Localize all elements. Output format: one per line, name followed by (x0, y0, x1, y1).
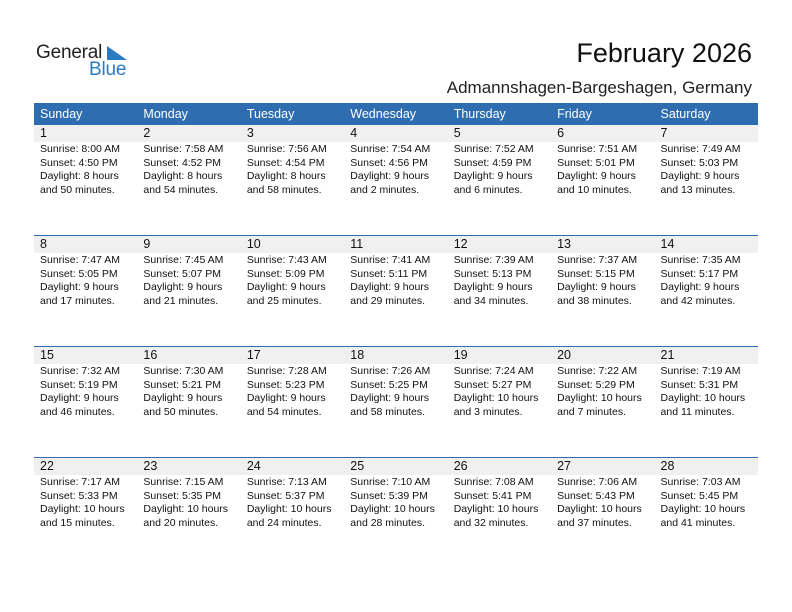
day-cell (655, 142, 758, 197)
sunrise-time: Sunrise: 7:32 AM (40, 365, 120, 377)
day-cell (241, 475, 344, 530)
day-number: 20 (557, 348, 572, 362)
daylight-duration: Daylight: 9 hours (453, 281, 533, 294)
sunset-time: Sunset: 5:31 PM (660, 378, 739, 391)
sunrise-time: Sunrise: 7:10 AM (350, 476, 431, 488)
weekday-header-row (34, 103, 758, 125)
logo-text-general: General (36, 42, 103, 63)
sunset-time: Sunset: 5:09 PM (246, 267, 325, 280)
daylight-duration: Daylight: 10 hours (660, 503, 746, 516)
sunrise-time: Sunrise: 7:45 AM (143, 254, 224, 266)
sunrise-time: Sunrise: 7:15 AM (143, 476, 224, 488)
day-number: 2 (143, 126, 151, 140)
day-number: 14 (660, 237, 675, 251)
daylight-duration: and 41 minutes. (660, 516, 736, 529)
day-cell (137, 364, 240, 419)
week-row (34, 457, 758, 568)
daylight-duration: Daylight: 9 hours (660, 170, 740, 183)
daylight-duration: and 2 minutes. (350, 183, 420, 196)
sunset-time: Sunset: 4:56 PM (350, 156, 428, 169)
day-cell (448, 142, 551, 197)
sunset-time: Sunset: 5:03 PM (660, 156, 739, 169)
daylight-duration: Daylight: 9 hours (660, 281, 740, 294)
day-number: 22 (40, 459, 54, 473)
weekday-saturday: Saturday (660, 107, 711, 121)
sunset-time: Sunset: 4:54 PM (246, 156, 325, 169)
daylight-duration: and 32 minutes. (453, 516, 529, 529)
day-details-row (34, 475, 758, 530)
daylight-duration: and 11 minutes. (660, 405, 735, 418)
daylight-duration: and 15 minutes. (40, 516, 115, 529)
sunset-time: Sunset: 5:45 PM (660, 489, 739, 502)
daylight-duration: and 21 minutes. (143, 294, 219, 307)
day-number: 3 (246, 126, 254, 140)
sunrise-time: Sunrise: 7:37 AM (557, 254, 638, 266)
daylight-duration: and 34 minutes. (453, 294, 529, 307)
day-number: 23 (143, 459, 158, 473)
sunset-time: Sunset: 5:25 PM (350, 378, 428, 391)
day-number: 17 (246, 348, 261, 362)
day-number-row (34, 458, 758, 475)
sunset-time: Sunset: 5:23 PM (246, 378, 325, 391)
generalblue-logo (36, 42, 136, 82)
sunset-time: Sunset: 5:01 PM (557, 156, 635, 169)
sunset-time: Sunset: 4:52 PM (143, 156, 222, 169)
day-cell (137, 475, 240, 530)
day-cell (448, 475, 551, 530)
sunset-time: Sunset: 5:35 PM (143, 489, 222, 502)
daylight-duration: and 54 minutes. (143, 183, 219, 196)
logo-text-blue: Blue (89, 59, 127, 80)
sunrise-time: Sunrise: 7:08 AM (453, 476, 534, 488)
sunset-time: Sunset: 5:37 PM (246, 489, 325, 502)
sunset-time: Sunset: 5:33 PM (40, 489, 118, 502)
sunset-time: Sunset: 5:27 PM (453, 378, 532, 391)
day-cell (241, 253, 344, 308)
day-number: 24 (246, 459, 261, 473)
day-cell (241, 364, 344, 419)
sunrise-time: Sunrise: 7:49 AM (660, 143, 741, 155)
daylight-duration: Daylight: 9 hours (350, 281, 430, 294)
day-cell (34, 475, 137, 530)
weekday-wednesday: Wednesday (350, 107, 417, 121)
daylight-duration: Daylight: 10 hours (557, 503, 642, 516)
sunrise-time: Sunrise: 7:22 AM (557, 365, 638, 377)
daylight-duration: Daylight: 8 hours (40, 170, 119, 183)
daylight-duration: Daylight: 9 hours (557, 170, 636, 183)
day-cell (344, 142, 447, 197)
day-cell (448, 253, 551, 308)
day-cell (241, 142, 344, 197)
day-number: 21 (660, 348, 675, 362)
daylight-duration: Daylight: 9 hours (350, 170, 430, 183)
sunrise-time: Sunrise: 7:03 AM (660, 476, 741, 488)
weekday-tuesday: Tuesday (246, 107, 295, 121)
day-number: 28 (660, 459, 675, 473)
daylight-duration: Daylight: 10 hours (660, 392, 746, 405)
daylight-duration: and 50 minutes. (143, 405, 219, 418)
daylight-duration: Daylight: 10 hours (557, 392, 642, 405)
daylight-duration: Daylight: 10 hours (453, 503, 539, 516)
day-cell (344, 253, 447, 308)
daylight-duration: Daylight: 9 hours (557, 281, 636, 294)
day-cell (551, 364, 654, 419)
daylight-duration: Daylight: 9 hours (143, 392, 223, 405)
day-number: 27 (557, 459, 572, 473)
day-cell (34, 142, 137, 197)
day-number-row (34, 236, 758, 253)
sunrise-time: Sunrise: 7:35 AM (660, 254, 741, 266)
day-number: 1 (40, 126, 47, 140)
daylight-duration: Daylight: 9 hours (40, 281, 119, 294)
sunrise-time: Sunrise: 7:47 AM (40, 254, 120, 266)
day-cell (551, 475, 654, 530)
day-details-row (34, 364, 758, 419)
week-row (34, 235, 758, 346)
week-row (34, 346, 758, 457)
daylight-duration: and 20 minutes. (143, 516, 219, 529)
daylight-duration: Daylight: 10 hours (143, 503, 229, 516)
day-number: 11 (350, 237, 364, 251)
sunset-time: Sunset: 5:19 PM (40, 378, 118, 391)
sunset-time: Sunset: 5:15 PM (557, 267, 635, 280)
daylight-duration: and 13 minutes. (660, 183, 736, 196)
daylight-duration: Daylight: 10 hours (246, 503, 332, 516)
daylight-duration: and 37 minutes. (557, 516, 632, 529)
daylight-duration: and 38 minutes. (557, 294, 632, 307)
weekday-monday: Monday (143, 107, 188, 121)
day-cell (137, 253, 240, 308)
day-number-row (34, 125, 758, 142)
daylight-duration: and 24 minutes. (246, 516, 322, 529)
day-cell (34, 253, 137, 308)
daylight-duration: Daylight: 9 hours (453, 170, 533, 183)
daylight-duration: Daylight: 9 hours (246, 281, 326, 294)
daylight-duration: and 25 minutes. (246, 294, 322, 307)
sunset-time: Sunset: 5:05 PM (40, 267, 118, 280)
day-cell (344, 475, 447, 530)
daylight-duration: and 6 minutes. (453, 183, 523, 196)
day-number: 7 (660, 126, 668, 140)
weekday-thursday: Thursday (453, 107, 506, 121)
weekday-sunday: Sunday (40, 107, 83, 121)
weekday-friday: Friday (557, 107, 592, 121)
sunset-time: Sunset: 5:07 PM (143, 267, 222, 280)
day-number: 12 (453, 237, 468, 251)
daylight-duration: and 58 minutes. (350, 405, 425, 418)
sunset-time: Sunset: 4:59 PM (453, 156, 532, 169)
sunrise-time: Sunrise: 7:28 AM (246, 365, 327, 377)
day-number: 19 (453, 348, 468, 362)
daylight-duration: and 58 minutes. (246, 183, 322, 196)
daylight-duration: and 54 minutes. (246, 405, 322, 418)
day-cell (655, 475, 758, 530)
daylight-duration: Daylight: 9 hours (246, 392, 326, 405)
sunrise-time: Sunrise: 7:24 AM (453, 365, 534, 377)
sunrise-time: Sunrise: 7:26 AM (350, 365, 431, 377)
day-cell (551, 142, 654, 197)
daylight-duration: and 46 minutes. (40, 405, 115, 418)
day-cell (655, 364, 758, 419)
day-number: 25 (350, 459, 365, 473)
day-cell (137, 142, 240, 197)
sunset-time: Sunset: 5:41 PM (453, 489, 532, 502)
day-number: 9 (143, 237, 151, 251)
day-cell (655, 253, 758, 308)
daylight-duration: and 3 minutes. (453, 405, 523, 418)
daylight-duration: Daylight: 9 hours (143, 281, 223, 294)
daylight-duration: Daylight: 9 hours (350, 392, 430, 405)
location-subtitle: Admannshagen-Bargeshagen, Germany (446, 78, 752, 97)
sunrise-time: Sunrise: 7:52 AM (453, 143, 534, 155)
day-cell (551, 253, 654, 308)
sunrise-time: Sunrise: 7:51 AM (557, 143, 638, 155)
sunrise-time: Sunrise: 7:54 AM (350, 143, 431, 155)
sunrise-time: Sunrise: 7:39 AM (453, 254, 534, 266)
sunset-time: Sunset: 5:11 PM (350, 267, 428, 280)
day-number: 18 (350, 348, 365, 362)
sunrise-time: Sunrise: 7:17 AM (40, 476, 120, 488)
day-number: 16 (143, 348, 158, 362)
day-cell (448, 364, 551, 419)
daylight-duration: Daylight: 10 hours (350, 503, 435, 516)
daylight-duration: Daylight: 10 hours (40, 503, 125, 516)
daylight-duration: and 29 minutes. (350, 294, 425, 307)
day-number: 26 (453, 459, 468, 473)
day-number-row (34, 347, 758, 364)
daylight-duration: Daylight: 8 hours (246, 170, 326, 183)
sunrise-time: Sunrise: 7:58 AM (143, 143, 224, 155)
day-details-row (34, 142, 758, 197)
day-number: 8 (40, 237, 47, 251)
day-cell (34, 364, 137, 419)
logo-triangle-icon (107, 46, 127, 60)
sunset-time: Sunset: 5:21 PM (143, 378, 222, 391)
daylight-duration: Daylight: 8 hours (143, 170, 223, 183)
daylight-duration: Daylight: 9 hours (40, 392, 119, 405)
day-number: 4 (350, 126, 358, 140)
page-title: February 2026 (576, 38, 752, 68)
sunrise-time: Sunrise: 7:06 AM (557, 476, 638, 488)
weeks-container (34, 125, 758, 568)
daylight-duration: and 17 minutes. (40, 294, 115, 307)
daylight-duration: and 42 minutes. (660, 294, 736, 307)
day-cell (344, 364, 447, 419)
daylight-duration: and 28 minutes. (350, 516, 425, 529)
sunrise-time: Sunrise: 7:56 AM (246, 143, 327, 155)
sunrise-time: Sunrise: 7:41 AM (350, 254, 431, 266)
day-number: 13 (557, 237, 572, 251)
day-number: 10 (246, 237, 261, 251)
sunrise-time: Sunrise: 7:19 AM (660, 365, 741, 377)
day-number: 15 (40, 348, 54, 362)
daylight-duration: Daylight: 10 hours (453, 392, 539, 405)
daylight-duration: and 50 minutes. (40, 183, 115, 196)
sunset-time: Sunset: 5:39 PM (350, 489, 428, 502)
sunset-time: Sunset: 4:50 PM (40, 156, 118, 169)
sunset-time: Sunset: 5:17 PM (660, 267, 739, 280)
sunset-time: Sunset: 5:43 PM (557, 489, 635, 502)
sunrise-time: Sunrise: 8:00 AM (40, 143, 120, 155)
sunrise-time: Sunrise: 7:13 AM (246, 476, 327, 488)
sunrise-time: Sunrise: 7:30 AM (143, 365, 224, 377)
day-number: 5 (453, 126, 461, 140)
sunrise-time: Sunrise: 7:43 AM (246, 254, 327, 266)
day-number: 6 (557, 126, 565, 140)
week-row (34, 125, 758, 235)
day-details-row (34, 253, 758, 308)
daylight-duration: and 10 minutes. (557, 183, 632, 196)
sunset-time: Sunset: 5:29 PM (557, 378, 635, 391)
daylight-duration: and 7 minutes. (557, 405, 626, 418)
sunset-time: Sunset: 5:13 PM (453, 267, 532, 280)
calendar-grid (34, 103, 758, 568)
